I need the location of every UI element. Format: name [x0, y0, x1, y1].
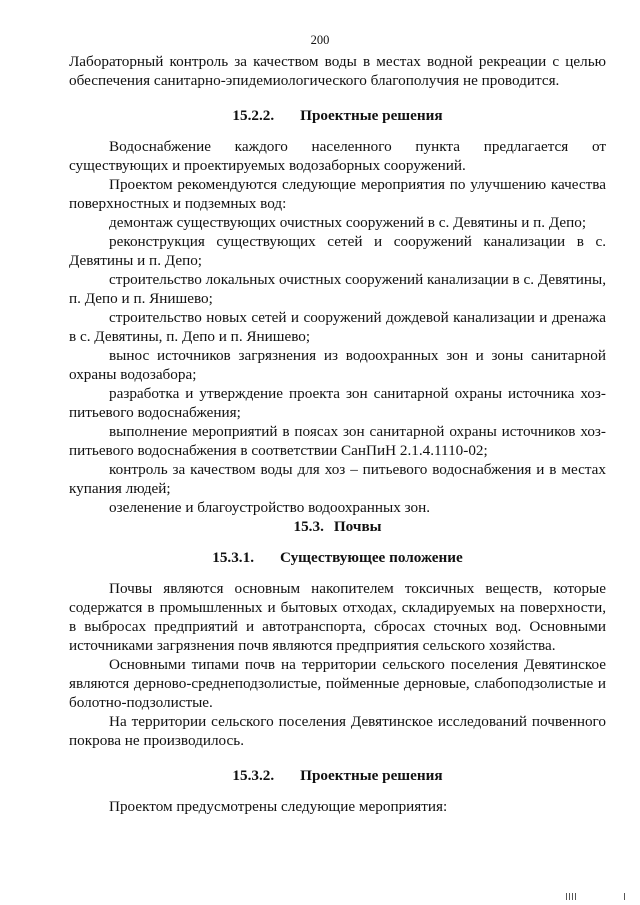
- measure-item: реконструкция существующих сетей и сооружений канализации в с. Девятины и п. Депо;: [69, 233, 606, 269]
- measure-item: озеленение и благоустройство водоохранных зон.: [109, 499, 431, 516]
- section-number: 15.3.2.: [232, 767, 275, 784]
- section-title: Почвы: [333, 518, 382, 535]
- planned-measures-paragraph: Проектом предусмотрены следующие мероприятия:: [109, 798, 448, 815]
- scan-mark: [624, 893, 625, 900]
- measure-item: вынос источников загрязнения из водоохранных зон и зоны санитарной охраны водозабора;: [69, 347, 606, 383]
- section-number: 15.3.1.: [212, 549, 254, 566]
- section-heading-15-3-2: [69, 766, 606, 785]
- water-supply-paragraph: Водоснабжение каждого населенного пункта предлагается от существующих и проектируемых водозаборных сооружений.: [69, 138, 606, 174]
- soil-types-paragraph: Основными типами почв на территории сельского поселения Девятинское являются дерново-среднеподзолистые, пойменные дерновые, слабоподзолистые и болотно-подзолистые.: [69, 656, 606, 711]
- section-title: Проектные решения: [300, 767, 443, 784]
- section-title: Существующее положение: [279, 549, 463, 566]
- page-number: 200: [310, 33, 330, 47]
- section-number: 15.3.: [293, 518, 324, 535]
- soil-research-paragraph: На территории сельского поселения Девятинское исследований почвенного покрова не производилось.: [69, 713, 606, 749]
- measure-item: контроль за качеством воды для хоз – питьевого водоснабжения и в местах купания людей;: [69, 461, 606, 497]
- section-title: Проектные решения: [300, 107, 443, 124]
- section-heading-15-3: [69, 517, 606, 536]
- recommendations-paragraph: Проектом рекомендуются следующие мероприятия по улучшению качества поверхностных и подземных вод:: [69, 176, 606, 212]
- soils-paragraph: Почвы являются основным накопителем токсичных веществ, которые содержатся в промышленных и бытовых отходах, складируемых на поверхности, в выбросах предприятий и автотранспорта, сбросах сточных вод. Основными источниками загрязнения почв являются предприятия сельского хозяйства.: [69, 580, 606, 654]
- measure-item: выполнение мероприятий в поясах зон санитарной охраны источников хоз-питьевого водоснабжения в соответствии СанПиН 2.1.4.1110-02;: [69, 423, 606, 459]
- measure-item: строительство новых сетей и сооружений дождевой канализации и дренажа в с. Девятины, п. Депо и п. Янишево;: [69, 309, 606, 345]
- document-body: [69, 52, 606, 816]
- section-heading-15-2-2: [69, 106, 606, 125]
- measure-item: строительство локальных очистных сооружений канализации в с. Девятины, п. Депо и п. Янишево;: [69, 271, 606, 307]
- measure-item: разработка и утверждение проекта зон санитарной охраны источника хоз-питьевого водоснабжения;: [69, 385, 606, 421]
- section-heading-15-3-1: [69, 548, 606, 567]
- scan-marks: [566, 893, 576, 900]
- section-number: 15.2.2.: [232, 107, 275, 124]
- intro-paragraph: Лабораторный контроль за качеством воды в местах водной рекреации с целью обеспечения санитарно-эпидемиологического благополучия не проводится.: [69, 53, 606, 89]
- measure-item: демонтаж существующих очистных сооружений в с. Девятины и п. Депо;: [109, 214, 587, 231]
